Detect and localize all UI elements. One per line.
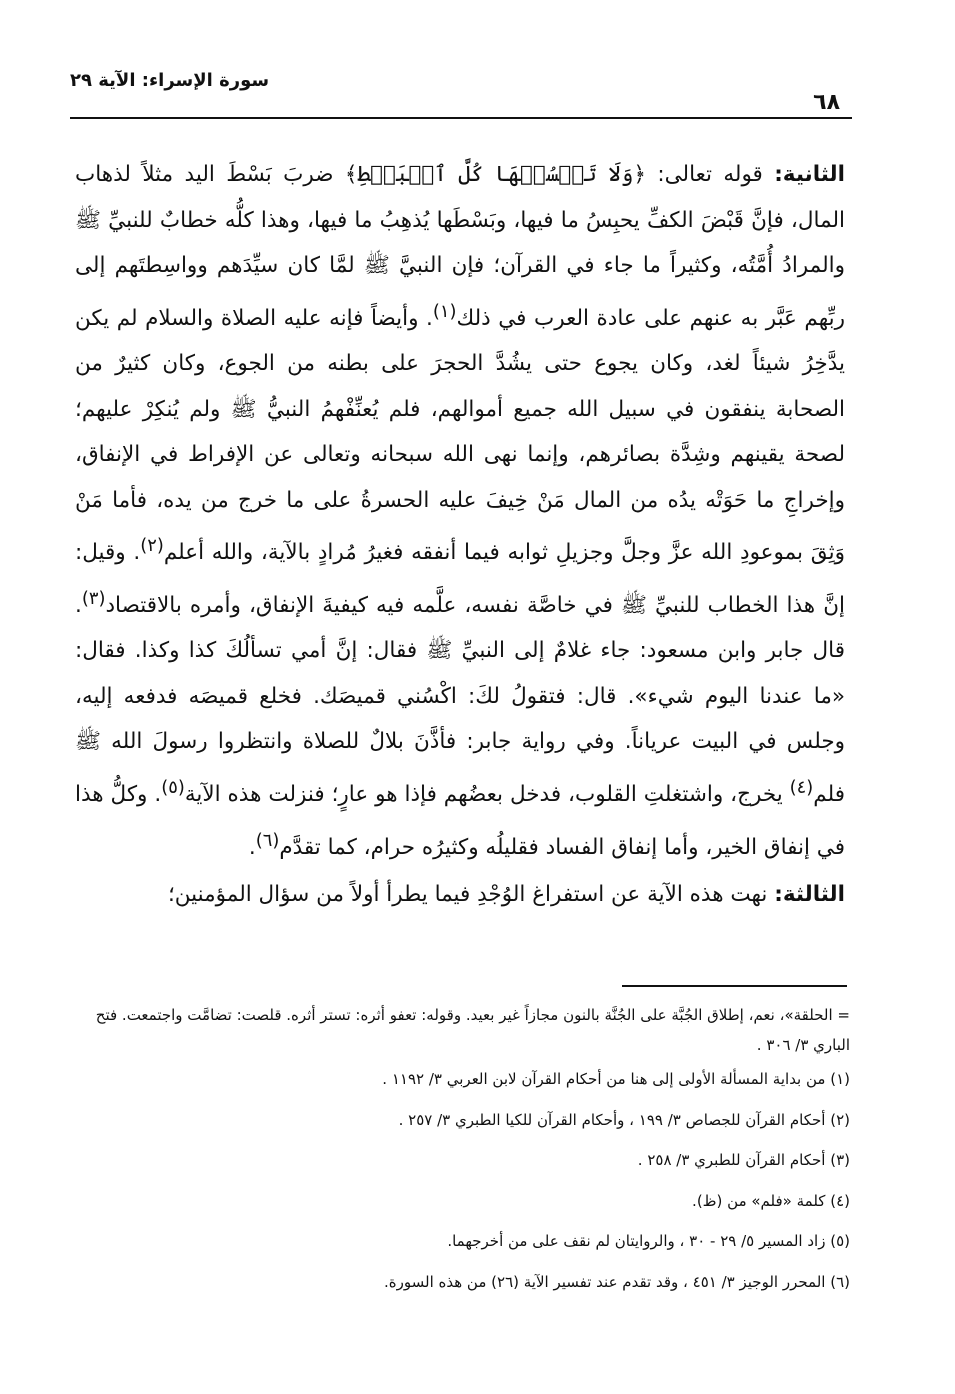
footnote-ref[interactable]: (٣) [81, 587, 106, 609]
issue-heading: الثانية: [774, 162, 845, 187]
text-segment: . وأيضاً فإنه عليه الصلاة والسلام لم يكن يدَّخِرُ شيئاً لغد، وكان يجوع حتى يشُدَّ الحجرَ على بطنه من الجوع، وكان كثيرٌ من الصحابة ينفقون في سبيل الله جميع أموالهم، فلم يُعنِّفْهمُ النبيُّ ﷺ ولم يُنكِرْ عليهم؛ لصحة يقينهم وشِدَّة بصائرهم، وإنما نهى الله سبحانه وتعالى عن الإفراط في الإنفاق، وإخراجِ ما حَوَتْه يدُه من المال مَنْ خِيفَ عليه الحسرةُ على ما خرج من يده، فأما مَنْ وَثِقَ بموعودِ الله عزَّ وجلَّ وجزيلِ ثوابه فيما أنفقه فغيرُ مُرادٍ بالآية، والله أعلم [75, 305, 845, 566]
footnote-ref[interactable]: (٢) [140, 535, 164, 557]
text-segment: قوله تعالى: [646, 162, 775, 187]
main-text [75, 152, 845, 918]
text-segment: ضربَ بَسْطَ اليد مثلاً لذهاب المال، فإنَّ قَبْضَ الكفِّ يحبِسُ ما فيها، وبَسْطَها يُذهِبُ ما فيها، وهذا كلُّه خطابٌ للنبيِّ ﷺ والمرادُ أُمَّتُه، وكثيراً ما جاء في القرآن؛ فإن النبيَّ ﷺ لمَّا كان سيِّدَهم وواسِطتَهم إلى ربِّهم عَبَّر به عنهم على عادة العرب في ذلك [75, 162, 845, 331]
page-header [70, 62, 852, 122]
footnotes [60, 1000, 850, 1311]
text-segment: نهت هذه الآية عن استفراغ الوُجْدِ فيما يطرأ أولاً من سؤال المؤمنين؛ [167, 882, 775, 908]
header-rule [70, 117, 852, 119]
footnote-6: (٦) المحرر الوجيز ٣/ ٤٥١ ، وقد تقدم عند تفسير الآية (٢٦) من هذه السورة. [384, 1272, 850, 1291]
quran-verse: ﴿وَلَا تَبۡسُطۡهَا كُلَّ ٱلۡبَسۡطِ﴾ [344, 162, 646, 187]
footnote-ref[interactable]: (٦) [255, 829, 280, 851]
page-number: ٦٨ [813, 90, 840, 115]
footnote-3: (٣) أحكام القرآن للطبري ٣/ ٢٥٨ . [637, 1151, 850, 1169]
text-segment: . قال جابر وابن مسعود: جاء غلامٌ إلى النبيِّ ﷺ فقال: إنَّ أمي تسألُكَ كذا وكذا. فقال: «ما عندنا اليوم شيء». قال: فتقولُ لكَ: اكْسُني قميصَك. فخلع قميصَه فدفعه إليه، وجلس في البيت عرياناً. وفي رواية جابر: فأذَّنَ بلالٌ للصلاة وانتظروا رسولَ الله ﷺ فلم [75, 592, 846, 808]
footnote-2: (٢) أحكام القرآن للجصاص ٣/ ١٩٩ ، وأحكام القرآن للكيا الطبري ٣/ ٢٥٧ . [398, 1110, 850, 1129]
text-segment: . [248, 834, 256, 860]
text-segment: يخرج، واشتغلتِ القلوب، فدخل بعضُهم فإذا هو عارٍ؛ فنزلت هذه الآية [184, 782, 790, 808]
paragraph-third-issue [75, 872, 845, 918]
footnote-ref[interactable]: (١) [432, 300, 457, 322]
footnote-5: (٥) زاد المسير ٥/ ٢٩ - ٣٠ ، والروايتان لم نقف على من أخرجهما. [447, 1232, 850, 1250]
running-title: سورة الإسراء: الآية ٢٩ [70, 70, 270, 91]
footnote-continuation: = الحلقة»، نعم، إطلاق الجُبَّة على الجُنَّة بالنون مجازاً غير بعيد. وقوله: تعفو أثره: تستر أثره. قلصت: تضامَّت واجتمعت. فتح الباري ٣/ ٣٠٦ . [95, 1006, 850, 1054]
footnote-4: (٤) كلمة «فلم» من (ظ). [692, 1191, 850, 1210]
footnote-separator [622, 985, 847, 987]
footnote-ref[interactable]: (٤) [789, 776, 814, 798]
issue-heading: الثالثة: [774, 882, 845, 908]
footnote-1: (١) من بداية المسألة الأولى إلى هنا من أحكام القرآن لابن العربي ٣/ ١١٩٢ . [382, 1070, 850, 1088]
footnote-ref[interactable]: (٥) [161, 776, 185, 798]
paragraph-second-issue [75, 152, 845, 870]
text-segment: . وقيل: إنَّ هذا الخطاب للنبيِّ ﷺ في خاصَّة نفسه، علَّمه فيه كيفيةَ الإنفاق، وأمره بالاقتصاد [75, 540, 845, 618]
text-segment: . وكلُّ هذا في إنفاق الخير، وأما إنفاق الفساد فقليلُه وكثيرُه حرام، كما تقدَّم [75, 782, 845, 860]
